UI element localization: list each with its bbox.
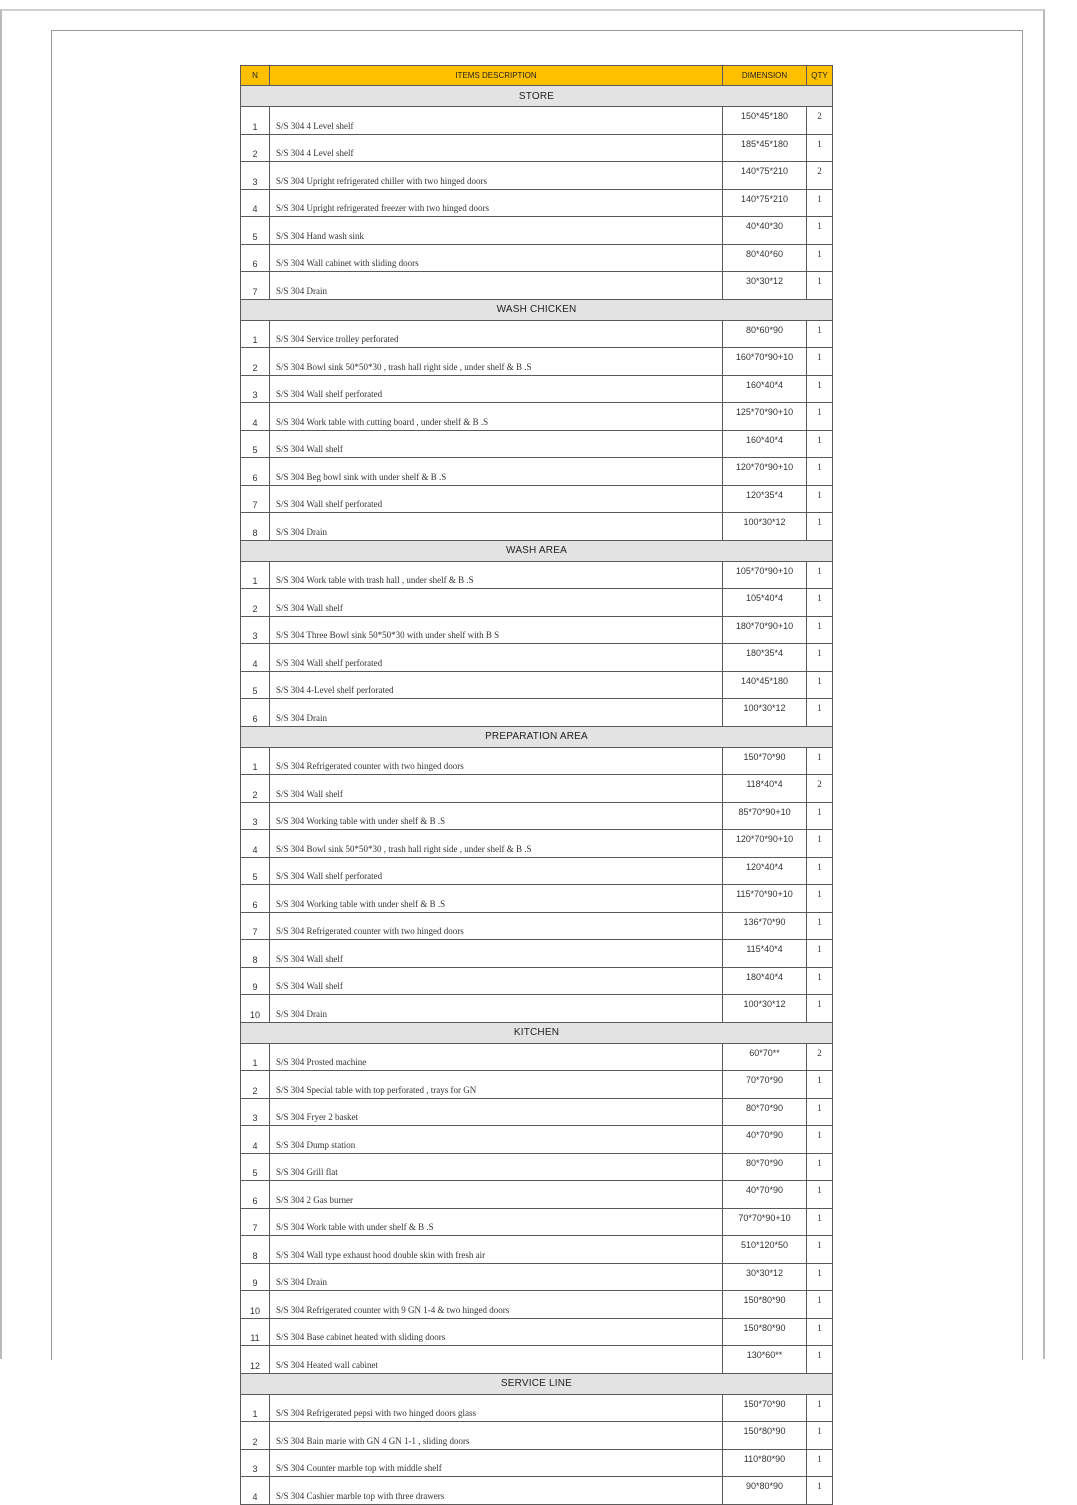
- item-dimension-cell: 130*60**: [723, 1346, 807, 1374]
- item-quantity-cell: 1: [807, 1263, 833, 1291]
- item-quantity-cell: 1: [807, 189, 833, 217]
- table-row: [241, 1098, 833, 1126]
- item-description-cell: S/S 304 Working table with under shelf & B .S: [270, 802, 723, 830]
- item-quantity-cell: 1: [807, 244, 833, 272]
- item-quantity-cell: 1: [807, 375, 833, 403]
- item-number-cell: 7: [241, 485, 270, 513]
- table-row: [241, 272, 833, 300]
- item-quantity-cell: 2: [807, 775, 833, 803]
- item-quantity-cell: 1: [807, 1291, 833, 1319]
- item-quantity-cell: 1: [807, 1422, 833, 1450]
- item-number-cell: 8: [241, 1236, 270, 1264]
- item-number-cell: 8: [241, 940, 270, 968]
- item-description-cell: S/S 304 Refrigerated counter with two hinged doors: [270, 912, 723, 940]
- table-row: [241, 967, 833, 995]
- item-dimension-cell: 40*70*90: [723, 1126, 807, 1154]
- section-header-row: [241, 1373, 833, 1394]
- item-dimension-cell: 185*45*180: [723, 134, 807, 162]
- item-description-cell: S/S 304 2 Gas burner: [270, 1181, 723, 1209]
- item-description-cell: S/S 304 Wall shelf: [270, 967, 723, 995]
- item-quantity-cell: 1: [807, 940, 833, 968]
- item-quantity-cell: 1: [807, 272, 833, 300]
- table-row: [241, 857, 833, 885]
- item-description-cell: S/S 304 Work table with under shelf & B .S: [270, 1208, 723, 1236]
- item-description-cell: S/S 304 Bowl sink 50*50*30 , trash hall right side , under shelf & B .S: [270, 830, 723, 858]
- item-description-cell: S/S 304 Drain: [270, 1263, 723, 1291]
- item-dimension-cell: 150*70*90: [723, 747, 807, 775]
- item-dimension-cell: 40*40*30: [723, 217, 807, 245]
- item-number-cell: 9: [241, 967, 270, 995]
- table-row: [241, 485, 833, 513]
- item-number-cell: 4: [241, 1477, 270, 1505]
- item-dimension-cell: 150*45*180: [723, 107, 807, 135]
- item-description-cell: S/S 304 Wall shelf: [270, 430, 723, 458]
- item-quantity-cell: 1: [807, 995, 833, 1023]
- item-number-cell: 2: [241, 348, 270, 376]
- section-title: PREPARATION AREA: [241, 726, 833, 747]
- item-description-cell: S/S 304 Hand wash sink: [270, 217, 723, 245]
- table-row: [241, 217, 833, 245]
- item-dimension-cell: 80*60*90: [723, 320, 807, 348]
- item-number-cell: 3: [241, 162, 270, 190]
- item-quantity-cell: 1: [807, 217, 833, 245]
- item-quantity-cell: 1: [807, 1236, 833, 1264]
- item-dimension-cell: 40*70*90: [723, 1181, 807, 1209]
- item-description-cell: S/S 304 Work table with trash hall , under shelf & B .S: [270, 561, 723, 589]
- item-quantity-cell: 1: [807, 1208, 833, 1236]
- item-description-cell: S/S 304 Drain: [270, 513, 723, 541]
- item-quantity-cell: 1: [807, 1318, 833, 1346]
- item-dimension-cell: 70*70*90+10: [723, 1208, 807, 1236]
- table-row: [241, 1394, 833, 1422]
- item-quantity-cell: 1: [807, 830, 833, 858]
- table-row: [241, 1126, 833, 1154]
- item-quantity-cell: 1: [807, 320, 833, 348]
- item-dimension-cell: 110*80*90: [723, 1449, 807, 1477]
- item-description-cell: S/S 304 Service trolley perforated: [270, 320, 723, 348]
- table-row: [241, 1208, 833, 1236]
- item-description-cell: S/S 304 Beg bowl sink with under shelf & B .S: [270, 458, 723, 486]
- item-description-cell: S/S 304 Wall shelf perforated: [270, 375, 723, 403]
- item-description-cell: S/S 304 Wall type exhaust hood double skin with fresh air: [270, 1236, 723, 1264]
- item-dimension-cell: 60*70**: [723, 1043, 807, 1071]
- item-number-cell: 6: [241, 1181, 270, 1209]
- table-row: [241, 1346, 833, 1374]
- item-number-cell: 7: [241, 1208, 270, 1236]
- table-row: [241, 320, 833, 348]
- item-number-cell: 11: [241, 1318, 270, 1346]
- item-number-cell: 5: [241, 857, 270, 885]
- table-row: [241, 747, 833, 775]
- table-row: [241, 134, 833, 162]
- item-dimension-cell: 140*75*210: [723, 162, 807, 190]
- item-number-cell: 4: [241, 644, 270, 672]
- item-dimension-cell: 120*70*90+10: [723, 458, 807, 486]
- item-quantity-cell: 1: [807, 513, 833, 541]
- item-quantity-cell: 1: [807, 671, 833, 699]
- item-number-cell: 10: [241, 1291, 270, 1319]
- section-title: KITCHEN: [241, 1022, 833, 1043]
- item-description-cell: S/S 304 Cashier marble top with three drawers: [270, 1477, 723, 1505]
- section-title: SERVICE LINE: [241, 1373, 833, 1394]
- item-description-cell: S/S 304 Counter marble top with middle shelf: [270, 1449, 723, 1477]
- item-description-cell: S/S 304 4 Level shelf: [270, 134, 723, 162]
- item-dimension-cell: 80*40*60: [723, 244, 807, 272]
- item-quantity-cell: 1: [807, 430, 833, 458]
- section-title: STORE: [241, 86, 833, 107]
- table-row: [241, 885, 833, 913]
- item-dimension-cell: 80*70*90: [723, 1098, 807, 1126]
- item-number-cell: 8: [241, 513, 270, 541]
- item-number-cell: 2: [241, 134, 270, 162]
- item-dimension-cell: 150*80*90: [723, 1291, 807, 1319]
- item-quantity-cell: 1: [807, 644, 833, 672]
- item-description-cell: S/S 304 Drain: [270, 272, 723, 300]
- table-row: [241, 1071, 833, 1099]
- table-body: [241, 86, 833, 1505]
- item-quantity-cell: 1: [807, 857, 833, 885]
- item-description-cell: S/S 304 Fryer 2 basket: [270, 1098, 723, 1126]
- item-number-cell: 3: [241, 375, 270, 403]
- item-number-cell: 3: [241, 616, 270, 644]
- item-number-cell: 1: [241, 561, 270, 589]
- item-description-cell: S/S 304 4-Level shelf perforated: [270, 671, 723, 699]
- item-number-cell: 1: [241, 107, 270, 135]
- item-dimension-cell: 118*40*4: [723, 775, 807, 803]
- table-row: [241, 671, 833, 699]
- table-row: [241, 1236, 833, 1264]
- item-dimension-cell: 100*30*12: [723, 995, 807, 1023]
- item-quantity-cell: 1: [807, 134, 833, 162]
- item-number-cell: 4: [241, 189, 270, 217]
- item-dimension-cell: 120*70*90+10: [723, 830, 807, 858]
- item-dimension-cell: 180*40*4: [723, 967, 807, 995]
- item-number-cell: 7: [241, 272, 270, 300]
- item-number-cell: 2: [241, 589, 270, 617]
- section-header-row: [241, 86, 833, 107]
- item-quantity-cell: 1: [807, 967, 833, 995]
- item-description-cell: S/S 304 Prosted machine: [270, 1043, 723, 1071]
- item-quantity-cell: 1: [807, 1126, 833, 1154]
- item-description-cell: S/S 304 Grill flat: [270, 1153, 723, 1181]
- item-quantity-cell: 2: [807, 162, 833, 190]
- item-description-cell: S/S 304 4 Level shelf: [270, 107, 723, 135]
- item-dimension-cell: 115*70*90+10: [723, 885, 807, 913]
- section-header-row: [241, 1022, 833, 1043]
- item-quantity-cell: 1: [807, 589, 833, 617]
- item-quantity-cell: 1: [807, 1098, 833, 1126]
- item-quantity-cell: 1: [807, 885, 833, 913]
- item-dimension-cell: 180*70*90+10: [723, 616, 807, 644]
- item-number-cell: 6: [241, 885, 270, 913]
- table-row: [241, 830, 833, 858]
- item-dimension-cell: 160*70*90+10: [723, 348, 807, 376]
- item-number-cell: 3: [241, 1449, 270, 1477]
- table-row: [241, 802, 833, 830]
- item-description-cell: S/S 304 Wall shelf perforated: [270, 857, 723, 885]
- table-row: [241, 1291, 833, 1319]
- item-number-cell: 1: [241, 747, 270, 775]
- item-description-cell: S/S 304 Three Bowl sink 50*50*30 with under shelf with B S: [270, 616, 723, 644]
- item-number-cell: 6: [241, 244, 270, 272]
- item-dimension-cell: 180*35*4: [723, 644, 807, 672]
- item-description-cell: S/S 304 Dump station: [270, 1126, 723, 1154]
- item-description-cell: S/S 304 Working table with under shelf & B .S: [270, 885, 723, 913]
- item-description-cell: S/S 304 Base cabinet heated with sliding doors: [270, 1318, 723, 1346]
- table-row: [241, 430, 833, 458]
- item-dimension-cell: 30*30*12: [723, 272, 807, 300]
- table-row: [241, 912, 833, 940]
- item-number-cell: 5: [241, 430, 270, 458]
- table-row: [241, 589, 833, 617]
- table-row: [241, 348, 833, 376]
- item-description-cell: S/S 304 Wall shelf: [270, 775, 723, 803]
- item-quantity-cell: 1: [807, 458, 833, 486]
- item-quantity-cell: 1: [807, 912, 833, 940]
- item-number-cell: 4: [241, 403, 270, 431]
- table-row: [241, 375, 833, 403]
- item-number-cell: 3: [241, 802, 270, 830]
- item-quantity-cell: 1: [807, 616, 833, 644]
- item-number-cell: 10: [241, 995, 270, 1023]
- item-number-cell: 2: [241, 1422, 270, 1450]
- items-table-container: [240, 65, 832, 1505]
- item-description-cell: S/S 304 Wall cabinet with sliding doors: [270, 244, 723, 272]
- item-dimension-cell: 140*45*180: [723, 671, 807, 699]
- table-row: [241, 244, 833, 272]
- items-table: [240, 65, 833, 1505]
- table-row: [241, 1422, 833, 1450]
- item-number-cell: 2: [241, 1071, 270, 1099]
- item-number-cell: 4: [241, 1126, 270, 1154]
- item-quantity-cell: 1: [807, 561, 833, 589]
- item-quantity-cell: 2: [807, 107, 833, 135]
- item-quantity-cell: 1: [807, 1346, 833, 1374]
- item-description-cell: S/S 304 Bain marie with GN 4 GN 1-1 , sliding doors: [270, 1422, 723, 1450]
- table-row: [241, 189, 833, 217]
- item-quantity-cell: 1: [807, 1394, 833, 1422]
- item-dimension-cell: 100*30*12: [723, 699, 807, 727]
- item-dimension-cell: 90*80*90: [723, 1477, 807, 1505]
- item-description-cell: S/S 304 Drain: [270, 995, 723, 1023]
- item-dimension-cell: 150*80*90: [723, 1318, 807, 1346]
- item-dimension-cell: 100*30*12: [723, 513, 807, 541]
- item-dimension-cell: 125*70*90+10: [723, 403, 807, 431]
- item-dimension-cell: 160*40*4: [723, 430, 807, 458]
- item-description-cell: S/S 304 Upright refrigerated chiller with two hinged doors: [270, 162, 723, 190]
- item-dimension-cell: 105*70*90+10: [723, 561, 807, 589]
- item-dimension-cell: 85*70*90+10: [723, 802, 807, 830]
- section-header-row: [241, 540, 833, 561]
- table-row: [241, 1043, 833, 1071]
- item-quantity-cell: 1: [807, 348, 833, 376]
- item-number-cell: 3: [241, 1098, 270, 1126]
- item-number-cell: 6: [241, 699, 270, 727]
- table-row: [241, 1449, 833, 1477]
- item-dimension-cell: 105*40*4: [723, 589, 807, 617]
- table-row: [241, 940, 833, 968]
- item-number-cell: 1: [241, 1394, 270, 1422]
- item-quantity-cell: 1: [807, 403, 833, 431]
- section-title: WASH CHICKEN: [241, 299, 833, 320]
- item-number-cell: 5: [241, 217, 270, 245]
- item-number-cell: 12: [241, 1346, 270, 1374]
- item-number-cell: 9: [241, 1263, 270, 1291]
- item-quantity-cell: 1: [807, 747, 833, 775]
- item-number-cell: 2: [241, 775, 270, 803]
- item-number-cell: 1: [241, 1043, 270, 1071]
- table-row: [241, 616, 833, 644]
- item-description-cell: S/S 304 Upright refrigerated freezer with two hinged doors: [270, 189, 723, 217]
- item-quantity-cell: 1: [807, 485, 833, 513]
- table-row: [241, 1263, 833, 1291]
- table-row: [241, 513, 833, 541]
- item-quantity-cell: 1: [807, 802, 833, 830]
- item-description-cell: S/S 304 Wall shelf: [270, 589, 723, 617]
- table-row: [241, 1153, 833, 1181]
- table-row: [241, 699, 833, 727]
- table-row: [241, 644, 833, 672]
- column-header-qty: QTY: [807, 66, 833, 86]
- table-header-row: [241, 66, 833, 86]
- table-row: [241, 1181, 833, 1209]
- item-quantity-cell: 1: [807, 1449, 833, 1477]
- item-dimension-cell: 120*40*4: [723, 857, 807, 885]
- table-row: [241, 107, 833, 135]
- table-row: [241, 995, 833, 1023]
- item-dimension-cell: 115*40*4: [723, 940, 807, 968]
- table-row: [241, 775, 833, 803]
- item-description-cell: S/S 304 Wall shelf: [270, 940, 723, 968]
- item-dimension-cell: 150*70*90: [723, 1394, 807, 1422]
- table-row: [241, 1318, 833, 1346]
- table-row: [241, 162, 833, 190]
- item-dimension-cell: 120*35*4: [723, 485, 807, 513]
- item-description-cell: S/S 304 Wall shelf perforated: [270, 485, 723, 513]
- item-dimension-cell: 510*120*50: [723, 1236, 807, 1264]
- column-header-description: ITEMS DESCRIPTION: [270, 66, 723, 86]
- section-header-row: [241, 726, 833, 747]
- section-header-row: [241, 299, 833, 320]
- item-description-cell: S/S 304 Heated wall cabinet: [270, 1346, 723, 1374]
- item-number-cell: 5: [241, 671, 270, 699]
- item-description-cell: S/S 304 Bowl sink 50*50*30 , trash hall right side , under shelf & B .S: [270, 348, 723, 376]
- item-dimension-cell: 140*75*210: [723, 189, 807, 217]
- item-description-cell: S/S 304 Work table with cutting board , under shelf & B .S: [270, 403, 723, 431]
- item-number-cell: 1: [241, 320, 270, 348]
- item-dimension-cell: 70*70*90: [723, 1071, 807, 1099]
- item-number-cell: 5: [241, 1153, 270, 1181]
- item-quantity-cell: 1: [807, 699, 833, 727]
- item-description-cell: S/S 304 Wall shelf perforated: [270, 644, 723, 672]
- section-title: WASH AREA: [241, 540, 833, 561]
- item-description-cell: S/S 304 Drain: [270, 699, 723, 727]
- item-number-cell: 4: [241, 830, 270, 858]
- table-row: [241, 561, 833, 589]
- item-dimension-cell: 136*70*90: [723, 912, 807, 940]
- item-number-cell: 6: [241, 458, 270, 486]
- item-quantity-cell: 1: [807, 1181, 833, 1209]
- item-quantity-cell: 2: [807, 1043, 833, 1071]
- column-header-n: N: [241, 66, 270, 86]
- table-row: [241, 403, 833, 431]
- item-description-cell: S/S 304 Refrigerated counter with 9 GN 1-4 & two hinged doors: [270, 1291, 723, 1319]
- table-row: [241, 1477, 833, 1505]
- item-number-cell: 7: [241, 912, 270, 940]
- item-quantity-cell: 1: [807, 1071, 833, 1099]
- item-dimension-cell: 80*70*90: [723, 1153, 807, 1181]
- item-quantity-cell: 1: [807, 1477, 833, 1505]
- column-header-dimension: DIMENSION: [723, 66, 807, 86]
- item-dimension-cell: 160*40*4: [723, 375, 807, 403]
- item-dimension-cell: 150*80*90: [723, 1422, 807, 1450]
- item-quantity-cell: 1: [807, 1153, 833, 1181]
- item-description-cell: S/S 304 Refrigerated pepsi with two hinged doors glass: [270, 1394, 723, 1422]
- item-description-cell: S/S 304 Refrigerated counter with two hinged doors: [270, 747, 723, 775]
- item-dimension-cell: 30*30*12: [723, 1263, 807, 1291]
- table-row: [241, 458, 833, 486]
- item-description-cell: S/S 304 Special table with top perforated , trays for GN: [270, 1071, 723, 1099]
